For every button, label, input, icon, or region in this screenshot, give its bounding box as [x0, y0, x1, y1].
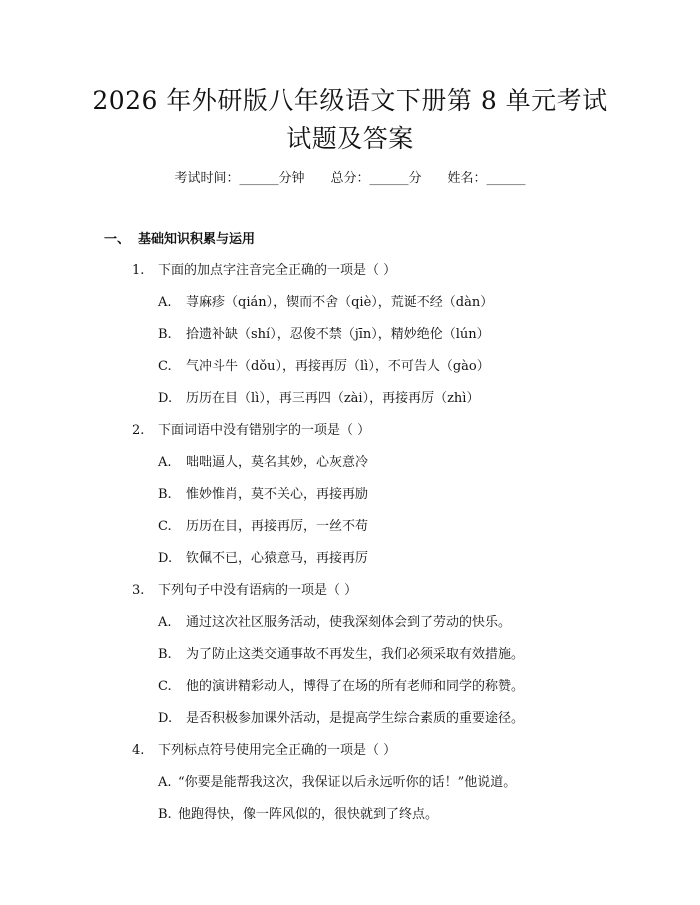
- option-text: 为了防止这类交通事故不再发生，我们必须采取有效措施。: [186, 647, 525, 662]
- option-text: 通过这次社区服务活动，使我深刻体会到了劳动的快乐。: [186, 615, 512, 630]
- question-text: 下面的加点字注音完全正确的一项是（ ）: [158, 263, 397, 278]
- question-text: 下列句子中没有语病的一项是（ ）: [158, 583, 358, 598]
- option-label: B.: [158, 647, 172, 662]
- question-number: 1.: [132, 263, 145, 278]
- option-text: 是否积极参加课外活动，是提高学生综合素质的重要途径。: [186, 711, 525, 726]
- question-2: [132, 422, 370, 440]
- q3-option-d: [158, 710, 524, 728]
- question-3: [132, 582, 357, 600]
- option-text: 惟妙惟肖，莫不关心，再接再励: [186, 487, 369, 502]
- question-text: 下面词语中没有错别字的一项是（ ）: [158, 423, 371, 438]
- option-label: A.: [158, 775, 172, 790]
- q3-option-b: [158, 646, 524, 664]
- option-label: B.: [158, 807, 172, 822]
- title-line-2: 试题及答案: [286, 124, 414, 153]
- option-text: 历历在目（lì），再三再四（zài），再接再厉（zhì）: [186, 391, 480, 406]
- option-text: 他的演讲精彩动人，博得了在场的所有老师和同学的称赞。: [186, 679, 525, 694]
- option-label: B.: [158, 327, 172, 342]
- q1-option-b: [158, 326, 490, 344]
- option-text: 荨麻疹（qián），锲而不舍（qiè），荒诞不经（dàn）: [186, 295, 494, 310]
- exam-meta: [0, 170, 700, 188]
- question-number: 2.: [132, 423, 145, 438]
- section-heading: [104, 231, 255, 249]
- option-text: “你要是能帮我这次，我保证以后永远听你的话！”他说道。: [178, 775, 517, 790]
- option-label: B.: [158, 487, 172, 502]
- question-4: [132, 742, 396, 760]
- q2-option-d: [158, 550, 368, 568]
- option-text: 气冲斗牛（dǒu），再接再厉（lì），不可告人（gào）: [186, 359, 490, 374]
- title-line-1: 2026 年外研版八年级语文下册第 8 单元考试: [92, 86, 608, 115]
- q4-option-b: [158, 806, 438, 824]
- option-label: A.: [158, 295, 172, 310]
- option-label: D.: [158, 711, 173, 726]
- question-1: [132, 262, 396, 280]
- q1-option-c: [158, 358, 490, 376]
- q3-option-a: [158, 614, 511, 632]
- option-text: 他跑得快，像一阵风似的，很快就到了终点。: [178, 807, 439, 822]
- section-title: 基础知识积累与运用: [138, 232, 256, 247]
- q4-option-a: [158, 774, 516, 792]
- section-number: 一、: [104, 232, 131, 247]
- option-label: C.: [158, 679, 172, 694]
- option-text: 历历在目，再接再厉，一丝不苟: [186, 519, 369, 534]
- q2-option-a: [158, 454, 368, 472]
- question-text: 下列标点符号使用完全正确的一项是（ ）: [158, 743, 397, 758]
- exam-name: 姓名：______: [447, 171, 526, 186]
- option-text: 拾遗补缺（shí），忍俊不禁（jīn），精妙绝伦（lún）: [186, 327, 490, 342]
- option-text: 钦佩不已，心猿意马，再接再厉: [186, 551, 369, 566]
- question-number: 4.: [132, 743, 145, 758]
- q1-option-d: [158, 390, 479, 408]
- option-label: A.: [158, 455, 172, 470]
- option-label: C.: [158, 519, 172, 534]
- q2-option-b: [158, 486, 368, 504]
- exam-time: 考试时间：______分钟: [174, 171, 305, 186]
- option-text: 咄咄逼人，莫名其妙，心灰意冷: [186, 455, 369, 470]
- exam-score: 总分：______分: [330, 171, 422, 186]
- q3-option-c: [158, 678, 524, 696]
- option-label: D.: [158, 551, 173, 566]
- option-label: D.: [158, 391, 173, 406]
- option-label: C.: [158, 359, 172, 374]
- question-number: 3.: [132, 583, 145, 598]
- q1-option-a: [158, 294, 493, 312]
- q2-option-c: [158, 518, 368, 536]
- option-label: A.: [158, 615, 172, 630]
